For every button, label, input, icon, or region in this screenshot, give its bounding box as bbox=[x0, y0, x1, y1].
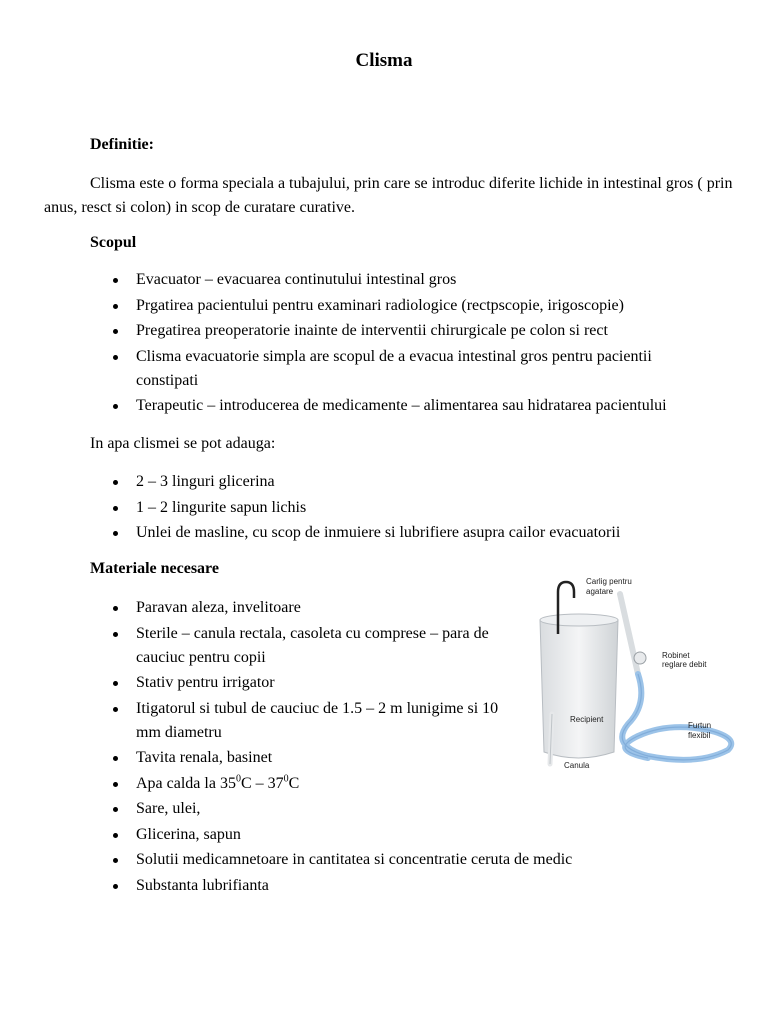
list-item: Pregatirea preoperatorie inainte de interventii chirurgicale pe colon si rect bbox=[90, 319, 740, 343]
valve-icon bbox=[634, 652, 646, 664]
bullet-icon bbox=[113, 858, 118, 863]
bullet-icon bbox=[113, 632, 118, 637]
list-item: Prgatirea pacientului pentru examinari radiologice (rectpscopie, irigoscopie) bbox=[90, 294, 740, 318]
adauga-intro: In apa clismei se pot adauga: bbox=[90, 435, 276, 452]
bullet-icon bbox=[113, 606, 118, 611]
materiale-heading: Materiale necesare bbox=[90, 560, 219, 577]
hose-label: Furtun bbox=[688, 721, 712, 730]
hose-label-2: flexibil bbox=[688, 731, 711, 740]
bullet-icon bbox=[113, 681, 118, 686]
container-label: Recipient bbox=[570, 715, 604, 724]
list-item: 2 – 3 linguri glicerina bbox=[90, 470, 740, 494]
list-item: Substanta lubrifianta bbox=[90, 874, 740, 898]
page-title: Clisma bbox=[355, 50, 413, 71]
bullet-icon bbox=[113, 884, 118, 889]
bullet-icon bbox=[113, 531, 118, 536]
cannula-label: Canula bbox=[564, 761, 590, 770]
container-rim bbox=[540, 614, 618, 626]
irrigator-svg bbox=[528, 574, 744, 774]
list-item bbox=[90, 772, 740, 796]
list-item: Glicerina, sapun bbox=[90, 823, 740, 847]
list-item: Terapeutic – introducerea de medicamente – alimentarea sau hidratarea pacientului bbox=[90, 394, 740, 418]
irrigator-illustration bbox=[528, 574, 744, 774]
list-item: Unlei de masline, cu scop de inmuiere si lubrifiere asupra cailor evacuatorii bbox=[90, 521, 740, 545]
bullet-icon bbox=[113, 278, 118, 283]
bullet-icon bbox=[113, 304, 118, 309]
list-item: Paravan aleza, invelitoare bbox=[90, 596, 740, 620]
list-item: Sare, ulei, bbox=[90, 797, 740, 821]
scopul-heading: Scopul bbox=[90, 234, 137, 251]
bullet-icon bbox=[113, 329, 118, 334]
list-item: Evacuator – evacuarea continutului intestinal gros bbox=[90, 268, 740, 292]
valve-label: Robinet bbox=[662, 651, 690, 660]
definitie-heading: Definitie: bbox=[90, 136, 154, 153]
list-item: Clisma evacuatorie simpla are scopul de a evacua intestinal gros pentru pacientii constipati bbox=[90, 345, 696, 393]
valve-label-2: reglare debit bbox=[662, 660, 707, 669]
list-item: Itigatorul si tubul de cauciuc de 1.5 – 2 m lunigime si 10 mm diametru bbox=[90, 697, 516, 745]
bullet-icon bbox=[113, 707, 118, 712]
bullet-icon bbox=[113, 807, 118, 812]
hose-icon bbox=[622, 674, 731, 760]
bullet-icon bbox=[113, 355, 118, 360]
scopul-list bbox=[90, 268, 740, 420]
list-item: Stativ pentru irrigator bbox=[90, 671, 740, 695]
bullet-icon bbox=[113, 756, 118, 761]
list-item: Tavita renala, basinet bbox=[90, 746, 740, 770]
list-item: Sterile – canula rectala, casoleta cu comprese – para de cauciuc pentru copii bbox=[90, 622, 506, 670]
bullet-icon bbox=[113, 506, 118, 511]
bullet-icon bbox=[113, 480, 118, 485]
adauga-list bbox=[90, 470, 740, 547]
bullet-icon bbox=[113, 782, 118, 787]
definitie-text: Clisma este o forma speciala a tubajului, prin care se introduc diferite lichide in intestinal gros ( prin anus, resct si colon) in scop de curatare curative. bbox=[44, 175, 733, 216]
hook-label: Carlig pentru bbox=[586, 577, 632, 586]
list-item: Solutii medicamnetoare in cantitatea si concentratie ceruta de medic bbox=[90, 848, 740, 872]
hook-label-2: agatare bbox=[586, 587, 614, 596]
list-item: 1 – 2 lingurite sapun lichis bbox=[90, 496, 740, 520]
temperature-text: Apa calda la $35^0C - 37^0C$ bbox=[136, 773, 300, 792]
bullet-icon bbox=[113, 833, 118, 838]
bullet-icon bbox=[113, 404, 118, 409]
